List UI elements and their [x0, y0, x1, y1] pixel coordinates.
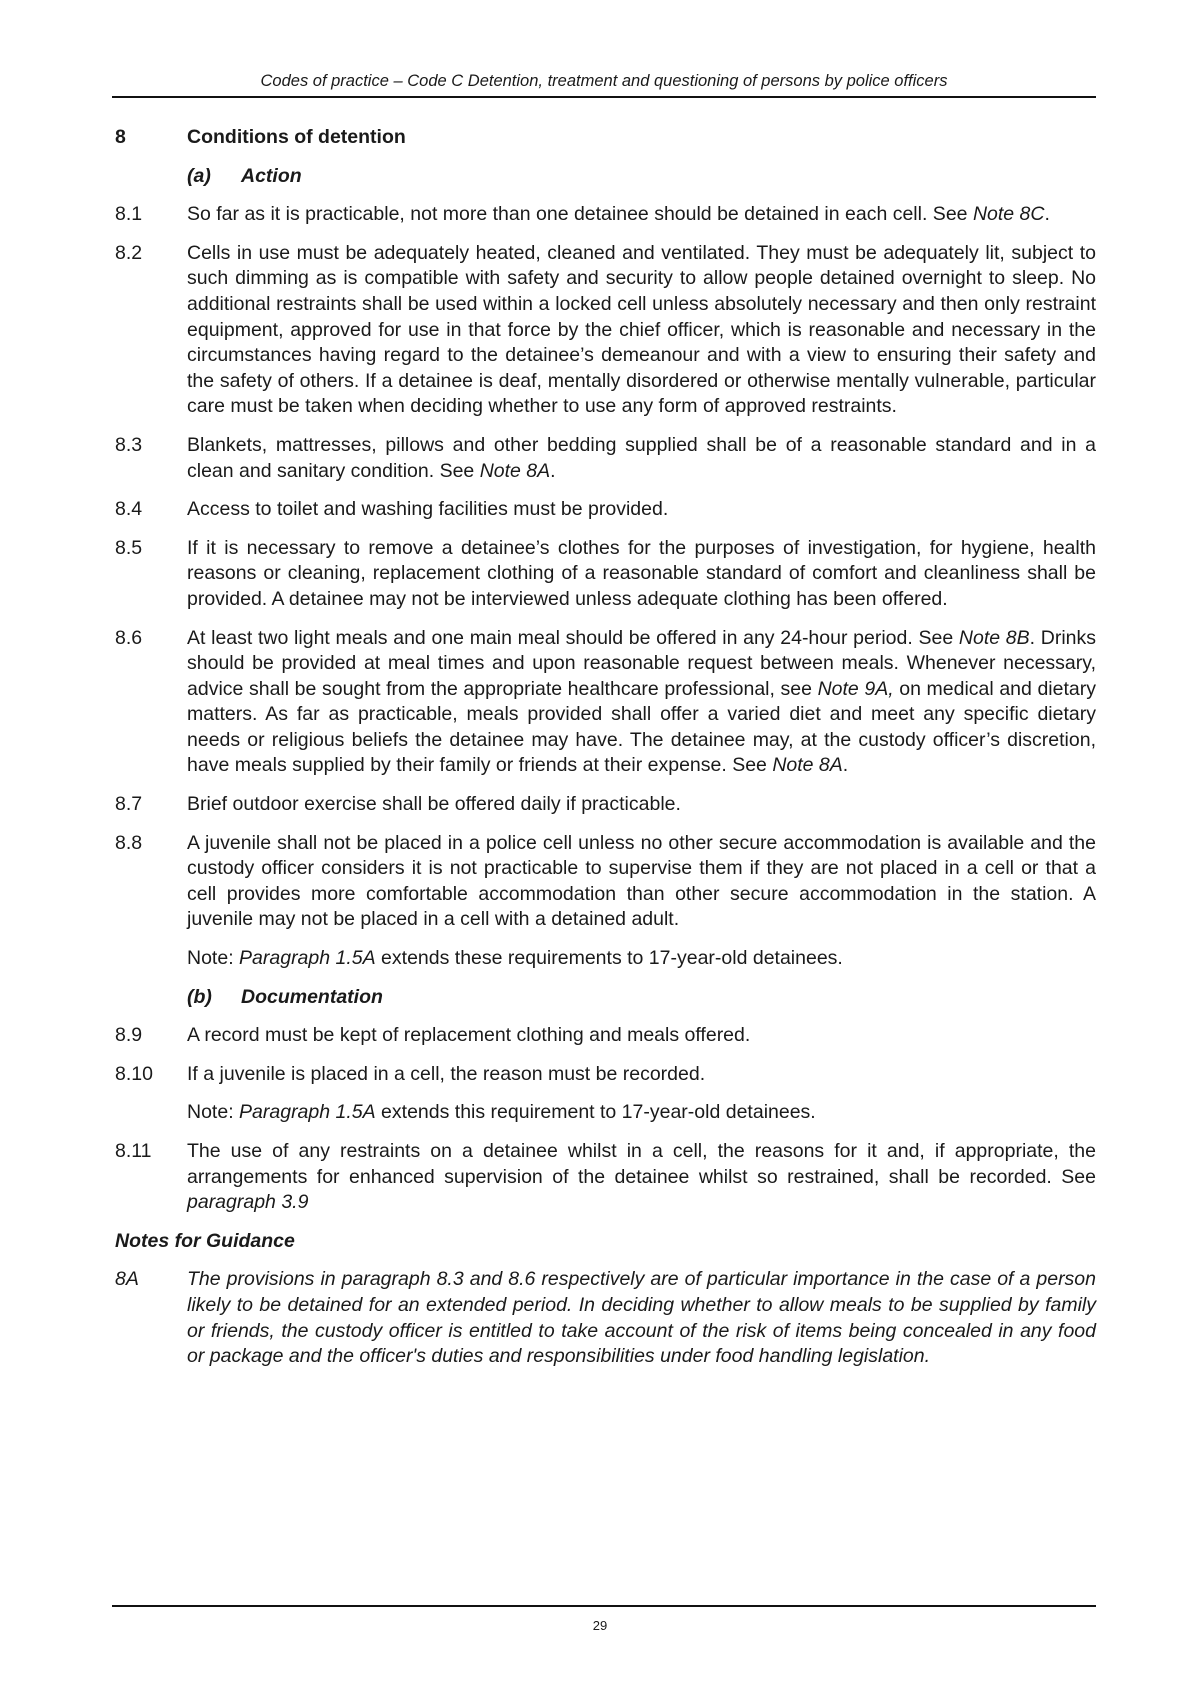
section-heading [115, 125, 1096, 151]
section-number: 8 [115, 126, 126, 148]
note-reference: Note 8A [772, 754, 843, 777]
paragraph-number: 8.8 [115, 831, 143, 854]
paragraph-reference: Paragraph 1.5A [239, 1101, 376, 1124]
paragraph-number: 8.7 [115, 793, 143, 816]
notes-for-guidance-title: Notes for Guidance [115, 1229, 295, 1252]
note-reference: Note 9A, [817, 677, 894, 700]
note-reference: Note 8A [479, 459, 551, 482]
paragraph-text: Access to toilet and washing facilities must be provided. [187, 498, 669, 521]
paragraph-number: 8.11 [115, 1140, 152, 1162]
paragraph-number: 8.1 [115, 203, 143, 226]
paragraph-text: A record must be kept of replacement clothing and meals offered. [187, 1024, 751, 1047]
subsection-b-mark: (b) [187, 985, 212, 1008]
subsection-a-mark: (a) [187, 164, 211, 187]
paragraph-8-1 [115, 202, 1096, 228]
paragraph-number: 8.3 [115, 433, 143, 456]
paragraph-8-2 [115, 241, 1096, 420]
paragraph-8-8 [115, 831, 1096, 933]
note-text: The provisions in paragraph 8.3 and 8.6 respectively are of particular importance in the case of a person likely to be detained for an extended period. In deciding whether to allow meals to be supplied by family or friends, the custody officer is entitled to take account of the risk of items being concealed in any food or package and the officer's duties and responsibilities under food handling legislation. [187, 1268, 1096, 1368]
page-content [115, 125, 1096, 1383]
note-number: 8A [115, 1268, 139, 1291]
guidance-note-8a [115, 1267, 1096, 1369]
subsection-a-heading [115, 164, 1096, 190]
paragraph-8-3 [115, 433, 1096, 484]
paragraph-text: The use of any restraints on a detainee whilst in a cell, the reasons for it and, if appropriate, the arrangements for enhanced supervision of the detainee whilst so restrained, shall be recorded. See paragraph 3.9 [187, 1140, 1096, 1214]
paragraph-text: At least two light meals and one main meal should be offered in any 24-hour period. See Note 8B. Drinks should be provided at meal times and upon reasonable request between meals. Whenever necessary, advice shall be sought from the appropriate healthcare professional, see Note 9A, on medical and dietary matters. As far as practicable, meals provided shall offer a varied diet and meet any specific dietary needs or religious beliefs the detainee may have. The detainee may, at the custody officer’s discretion, have meals supplied by their family or friends at their expense. See Note 8A. [187, 626, 1097, 777]
paragraph-number: 8.2 [115, 241, 143, 264]
paragraph-8-4 [115, 497, 1096, 523]
paragraph-number: 8.10 [115, 1062, 153, 1085]
header-rule [112, 96, 1096, 98]
section-title: Conditions of detention [187, 126, 406, 148]
note-17-year-old-requirement [115, 1100, 1096, 1126]
paragraph-reference: paragraph 3.9 [187, 1191, 309, 1214]
paragraph-number: 8.4 [115, 498, 143, 521]
paragraph-number: 8.6 [115, 626, 143, 649]
paragraph-number: 8.5 [115, 536, 143, 559]
paragraph-text: A juvenile shall not be placed in a police cell unless no other secure accommodation is available and the custody officer considers it is not practicable to supervise them if they are not placed in a cell or that a cell provides more comfortable accommodation than other secure accommodation in the station. A juvenile may not be placed in a cell with a detained adult. [187, 831, 1096, 931]
paragraph-text: Cells in use must be adequately heated, cleaned and ventilated. They must be adequately lit, subject to such dimming as is compatible with safety and security to allow people detained overnight to sleep. No additional restraints shall be used within a locked cell unless absolutely necessary and then only restraint equipment, approved for use in that force by the chief officer, which is reasonable and necessary in the circumstances having regard to the detainee’s demeanour and with a view to ensuring their safety and the safety of others. If a detainee is deaf, mentally disordered or otherwise mentally vulnerable, particular care must be taken when deciding whether to use any form of approved restraints. [187, 241, 1096, 418]
paragraph-text: If it is necessary to remove a detainee’s clothes for the purposes of investigation, for hygiene, health reasons or cleaning, replacement clothing of a reasonable standard of comfort and cleanliness shall be provided. A detainee may not be interviewed unless adequate clothing has been offered. [187, 536, 1096, 610]
paragraph-8-11 [115, 1139, 1096, 1216]
paragraph-8-7 [115, 792, 1096, 818]
subsection-a-title: Action [241, 164, 302, 187]
note-17-year-old-requirements [115, 946, 1096, 972]
paragraph-8-5 [115, 536, 1096, 613]
paragraph-text: Brief outdoor exercise shall be offered daily if practicable. [187, 793, 681, 816]
note-text: Note: Paragraph 1.5A extends this requirement to 17-year-old detainees. [187, 1101, 816, 1124]
paragraph-reference: Paragraph 1.5A [239, 947, 376, 970]
note-text: Note: Paragraph 1.5A extends these requirements to 17-year-old detainees. [187, 947, 843, 970]
paragraph-text: Blankets, mattresses, pillows and other bedding supplied shall be of a reasonable standard and in a clean and sanitary condition. See Note 8A. [187, 433, 1096, 482]
footer-rule [112, 1605, 1096, 1607]
paragraph-8-10 [115, 1062, 1096, 1088]
paragraph-number: 8.9 [115, 1024, 143, 1047]
paragraph-8-9 [115, 1023, 1096, 1049]
note-reference: Note 8C [972, 203, 1045, 226]
subsection-b-title: Documentation [241, 985, 383, 1008]
subsection-b-heading [115, 985, 1096, 1011]
paragraph-text: If a juvenile is placed in a cell, the reason must be recorded. [187, 1062, 706, 1085]
page-number: 29 [592, 1618, 608, 1633]
paragraph-8-6 [115, 626, 1096, 780]
note-reference: Note 8B [958, 626, 1030, 649]
paragraph-text: So far as it is practicable, not more than one detainee should be detained in each cell. See Note 8C. [187, 203, 1050, 226]
running-header: Codes of practice – Code C Detention, treatment and questioning of persons by police officers [260, 72, 948, 90]
